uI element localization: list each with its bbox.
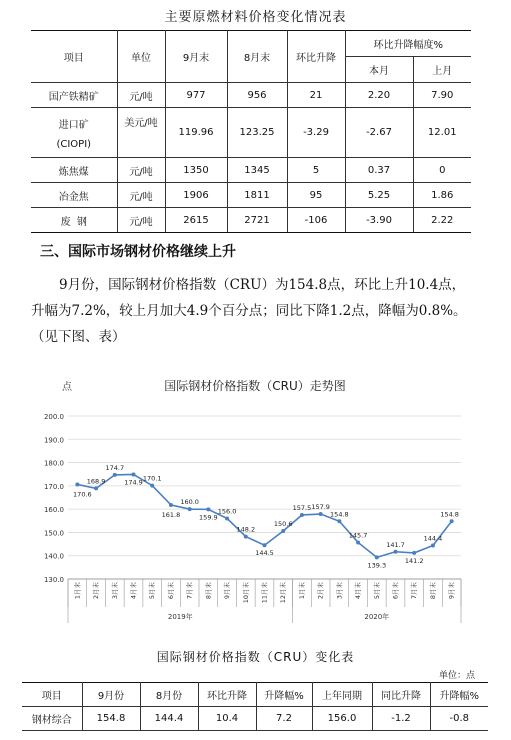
data-point: [431, 543, 435, 547]
cell-item: 炼焦煤: [31, 158, 117, 183]
data-label: 170.6: [73, 490, 92, 499]
chart-ylabel: 点: [62, 382, 72, 393]
cell-aug: 1811: [227, 183, 287, 208]
table-cell: -1.2: [372, 707, 430, 731]
cell-item: 冶金焦: [31, 183, 117, 208]
y-tick-label: 180.0: [43, 459, 64, 468]
table2-unit: 单位：点: [438, 671, 475, 681]
x-tick-label: 9月末: [447, 582, 456, 600]
x-tick-label: 4月末: [129, 582, 138, 600]
header-item: 项目: [31, 31, 117, 83]
data-point: [337, 519, 341, 523]
data-label: 150.6: [273, 520, 293, 529]
table-row: [31, 108, 471, 158]
data-label: 159.9: [199, 513, 218, 522]
data-point: [263, 543, 267, 547]
header-pct-group: 环比升降幅度%: [345, 31, 471, 57]
cell-sep: 119.96: [165, 108, 227, 158]
data-label: 156.0: [217, 507, 237, 516]
x-tick-label: 9月末: [223, 582, 232, 600]
header-cell: 升降幅%: [430, 683, 488, 707]
table-row: [31, 183, 471, 208]
data-point: [394, 550, 398, 554]
cell-item-line2: (CIOPI): [56, 138, 92, 150]
data-label: 161.8: [161, 510, 181, 519]
table-header-row: [22, 683, 488, 707]
data-point: [150, 484, 154, 488]
cell-item-line1: 进口矿: [58, 119, 89, 131]
cell-this-month: 0.37: [345, 158, 413, 183]
data-label: 157.5: [292, 503, 312, 512]
cell-mom: 5: [287, 158, 345, 183]
data-label: 170.1: [142, 474, 162, 483]
cell-aug: 123.25: [227, 108, 287, 158]
cru-change-table: [22, 682, 488, 731]
cell-last-month: 1.86: [413, 183, 471, 208]
cell-unit: 美元/吨: [117, 108, 165, 158]
cell-sep: 977: [165, 83, 227, 108]
table-row: [22, 707, 488, 731]
data-label: 141.7: [386, 540, 405, 549]
data-point: [281, 529, 285, 533]
table-cell: 10.4: [198, 707, 256, 731]
cell-sep: 1906: [165, 183, 227, 208]
data-point: [113, 473, 117, 477]
cell-unit: 元/吨: [117, 183, 165, 208]
data-point: [244, 535, 248, 539]
table-cell: -0.8: [430, 707, 488, 731]
cell-this-month: -3.90: [345, 208, 413, 233]
table-cell: 7.2: [256, 707, 312, 731]
data-label: 154.8: [330, 510, 349, 519]
cell-unit: 元/吨: [117, 83, 165, 108]
table-cell: 144.4: [140, 707, 198, 731]
cell-mom: 95: [287, 183, 345, 208]
data-point: [225, 516, 229, 520]
cell-unit: 元/吨: [117, 208, 165, 233]
cell-aug: 1345: [227, 158, 287, 183]
data-point: [206, 507, 210, 511]
x-tick-label: 10月末: [241, 582, 250, 604]
cell-item: 废 钢: [31, 208, 117, 233]
cell-sep: 2615: [165, 208, 227, 233]
x-tick-label: 5月末: [148, 582, 157, 600]
data-label: 174.7: [105, 463, 125, 472]
y-tick-label: 200.0: [43, 413, 64, 421]
table-row: [31, 158, 471, 183]
data-label: 154.8: [440, 510, 459, 519]
cell-item: 国产铁精矿: [31, 83, 117, 108]
raw-material-price-table: [31, 30, 471, 233]
x-tick-label: 7月末: [410, 582, 419, 600]
section-heading: 三、国际市场钢材价格继续上升: [40, 244, 236, 260]
y-tick-label: 170.0: [43, 482, 64, 491]
y-tick-label: 160.0: [43, 506, 64, 515]
x-tick-label: 3月末: [110, 582, 119, 600]
data-label: 160.0: [180, 498, 199, 507]
data-label: 168.9: [86, 477, 106, 486]
cell-last-month: 2.22: [413, 208, 471, 233]
table-row: [31, 208, 471, 233]
x-tick-label: 4月末: [354, 582, 363, 600]
table-cell: 156.0: [312, 707, 372, 731]
cell-last-month: 12.01: [413, 108, 471, 158]
data-point: [188, 507, 192, 511]
x-tick-label: 2月末: [92, 582, 101, 600]
y-tick-label: 150.0: [43, 529, 64, 538]
cru-line-chart: [28, 372, 478, 637]
cell-last-month: 7.90: [413, 83, 471, 108]
data-label: 148.2: [236, 525, 256, 534]
x-tick-label: 1月末: [297, 582, 306, 600]
data-point: [319, 512, 323, 516]
x-tick-label: 6月末: [391, 582, 400, 600]
data-label: 174.9: [124, 478, 143, 487]
x-tick-label: 12月末: [279, 582, 288, 604]
year-group-label: 2020年: [364, 613, 390, 621]
cell-this-month: -2.67: [345, 108, 413, 158]
data-point: [132, 472, 136, 476]
data-point: [94, 486, 98, 490]
x-tick-label: 8月末: [428, 582, 437, 600]
header-mom: 环比升降: [287, 31, 345, 83]
cell-last-month: 0: [413, 158, 471, 183]
x-tick-label: 1月末: [73, 582, 82, 600]
header-cell: 项目: [22, 683, 82, 707]
data-point: [375, 555, 379, 559]
data-point: [412, 551, 416, 555]
data-label: 139.3: [367, 561, 387, 570]
header-last-month: 上月: [413, 57, 471, 83]
data-point: [300, 513, 304, 517]
year-group-label: 2019年: [167, 613, 193, 621]
data-label: 141.2: [404, 556, 424, 565]
cell-mom: 21: [287, 83, 345, 108]
cell-aug: 956: [227, 83, 287, 108]
x-tick-label: 5月末: [372, 582, 381, 600]
data-point: [75, 482, 79, 486]
cell-aug: 2721: [227, 208, 287, 233]
header-cell: 上年同期: [312, 683, 372, 707]
data-label: 157.9: [311, 503, 330, 512]
header-cell: 环比升降: [198, 683, 256, 707]
y-tick-label: 190.0: [43, 436, 64, 445]
chart-series: [73, 464, 459, 569]
cell-mom: -3.29: [287, 108, 345, 158]
y-tick-label: 140.0: [43, 552, 64, 561]
x-tick-label: 6月末: [166, 582, 175, 600]
header-unit: 单位: [117, 31, 165, 83]
data-label: 144.4: [423, 534, 443, 543]
data-point: [356, 540, 360, 544]
data-label: 144.5: [255, 549, 274, 558]
header-cell: 升降幅%: [256, 683, 312, 707]
table2-title: 国际钢材价格指数（CRU）变化表: [156, 650, 355, 664]
chart-title: 国际钢材价格指数（CRU）走势图: [164, 379, 346, 393]
cell-sep: 1350: [165, 158, 227, 183]
table-cell: 钢材综合: [22, 707, 82, 731]
header-sep: 9月末: [165, 31, 227, 83]
x-tick-label: 7月末: [185, 582, 194, 600]
cell-this-month: 2.20: [345, 83, 413, 108]
cell-this-month: 5.25: [345, 183, 413, 208]
cell-item: [31, 108, 117, 158]
data-point: [450, 519, 454, 523]
chart-axes: [44, 413, 461, 623]
table1-title: 主要原燃材料价格变化情况表: [164, 10, 347, 25]
header-cell: 同比升降: [372, 683, 430, 707]
cell-unit: 元/吨: [117, 158, 165, 183]
x-tick-label: 8月末: [204, 582, 213, 600]
cell-mom: -106: [287, 208, 345, 233]
x-tick-label: 3月末: [335, 582, 344, 600]
body-paragraph: 9月份，国际钢材价格指数（CRU）为154.8点，环比上升10.4点，升幅为7.2%，较上月加大4.9个百分点；同比下降1.2点，降幅为0.8%。（见下图、表）: [31, 277, 467, 345]
data-point: [169, 503, 173, 507]
y-tick-label: 130.0: [43, 576, 64, 584]
table-row: [31, 83, 471, 108]
x-tick-label: 11月末: [260, 582, 269, 604]
data-label: 145.7: [348, 531, 368, 540]
header-this-month: 本月: [345, 57, 413, 83]
x-tick-label: 2月末: [316, 582, 325, 600]
header-aug: 8月末: [227, 31, 287, 83]
header-cell: 8月份: [140, 683, 198, 707]
table-cell: 154.8: [82, 707, 140, 731]
header-cell: 9月份: [82, 683, 140, 707]
